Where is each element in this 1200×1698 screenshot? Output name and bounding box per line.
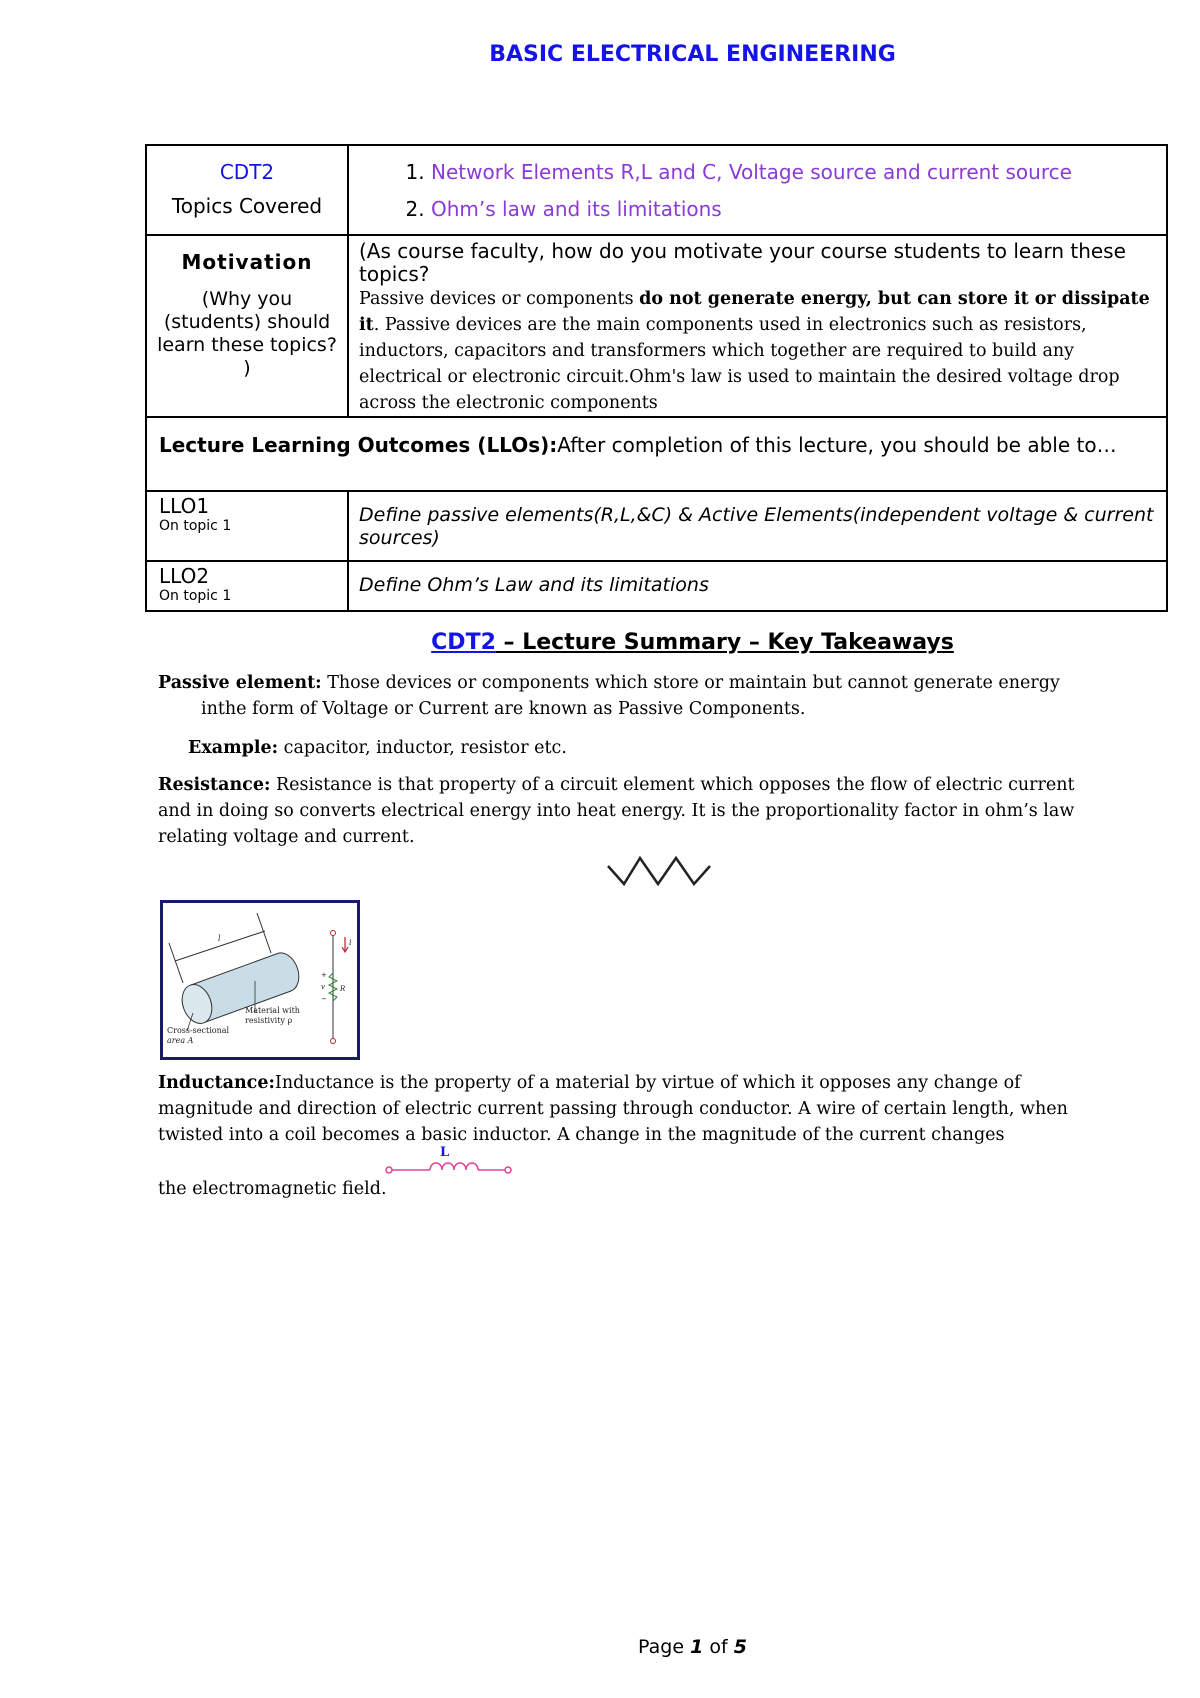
- motivation-right-cell: [348, 235, 1167, 417]
- page-footer: [0, 1636, 1200, 1658]
- llo-name-cell: [146, 491, 348, 561]
- llo-definition: Define Ohm’s Law and its limitations: [348, 561, 1167, 611]
- passive-text-cont: inthe form of Voltage or Current are known as Passive Components.: [201, 699, 806, 719]
- motivation-row: [146, 235, 1167, 417]
- topics-label: Topics Covered: [171, 194, 323, 218]
- llo-heading-row: [146, 417, 1167, 491]
- llo-row: [146, 561, 1167, 611]
- summary-code-link[interactable]: CDT2: [431, 630, 496, 655]
- motivation-label: Motivation: [181, 250, 313, 274]
- summary-title: [0, 630, 1200, 655]
- inductor-symbol-icon: [384, 1145, 514, 1185]
- topic-item: 2. Ohm’s law and its limitations: [431, 191, 1166, 228]
- llo-name: LLO2: [159, 564, 210, 588]
- inductance-text: Inductance is the property of a material by virtue of which it opposes any change of magnitude and direction of electric current passing through conductor. A wire of certain length, when twisted into a coil becomes a basic inductor. A change in the magnitude of the current changes: [158, 1073, 1068, 1145]
- cdt-table: [145, 144, 1168, 612]
- motivation-text-part: . Passive devices are the main components used in electronics such as resistors, inductors, capacitors and transformers which together are required to build any electrical or electronic circuit.Ohm's law is used to maintain the desired voltage drop across the electronic components: [359, 315, 1120, 413]
- document-title: BASIC ELECTRICAL ENGINEERING: [489, 42, 896, 67]
- topics-row: [146, 145, 1167, 235]
- resistor-cylinder-diagram: [163, 903, 357, 1057]
- llo-intro: After completion of this lecture, you should be able to…: [557, 433, 1117, 457]
- example-text: capacitor, inductor, resistor etc.: [278, 738, 567, 758]
- passive-label: Passive element:: [158, 673, 322, 693]
- passive-element-paragraph: [158, 670, 1078, 722]
- page-total: 5: [733, 1636, 747, 1658]
- passive-text: Those devices or components which store or maintain but cannot generate energy: [321, 673, 1060, 693]
- llo-name-cell: [146, 561, 348, 611]
- area-label: area A: [167, 1036, 194, 1045]
- resistivity-label: resistivity ρ: [245, 1016, 293, 1025]
- motivation-question: (As course faculty, how do you motivate your course students to learn these topics?: [359, 239, 1126, 286]
- motivation-text-part: Passive devices or components: [359, 289, 640, 309]
- motivation-sub: (Why you (students) should learn these topics? ): [157, 288, 337, 379]
- minus-label: −: [321, 995, 327, 1003]
- cdt-code: CDT2: [219, 160, 275, 184]
- llo-row: [146, 491, 1167, 561]
- r-label: R: [340, 985, 346, 993]
- resistor-symbol-icon: [606, 852, 716, 888]
- resistance-paragraph: [158, 772, 1078, 850]
- topics-left-cell: [146, 145, 348, 235]
- plus-label: +: [321, 971, 327, 979]
- resistance-text: Resistance is that property of a circuit element which opposes the flow of electric current and in doing so converts electrical energy into heat energy. It is the proportionality factor in ohm’s law relating voltage and current.: [158, 775, 1075, 847]
- llo-heading-cell: [146, 417, 1167, 491]
- llo-heading: Lecture Learning Outcomes (LLOs):: [159, 433, 558, 457]
- motivation-left-cell: [146, 235, 348, 417]
- of-word: of: [703, 1636, 734, 1658]
- example-label: Example:: [188, 738, 279, 758]
- length-label: l: [218, 934, 221, 943]
- page-word: Page: [638, 1636, 691, 1658]
- current-label: i: [349, 938, 352, 947]
- llo-sub: On topic 1: [159, 518, 232, 534]
- topics-list: [349, 154, 1166, 228]
- inductance-paragraph: [158, 1070, 1108, 1148]
- llo-definition: Define passive elements(R,L,&C) & Active Elements(independent voltage & current sources): [348, 491, 1167, 561]
- inductance-label: Inductance:: [158, 1073, 275, 1093]
- topics-right-cell: [348, 145, 1167, 235]
- motivation-text: [359, 286, 1156, 416]
- v-label: v: [321, 983, 325, 991]
- resistance-label: Resistance:: [158, 775, 271, 795]
- example-paragraph: [188, 735, 988, 761]
- llo-sub: On topic 1: [159, 588, 232, 604]
- inductance-tail: the electromagnetic field.: [158, 1179, 387, 1199]
- cross-section-label: Cross-sectional: [167, 1026, 230, 1035]
- material-label: Material with: [245, 1006, 300, 1015]
- summary-title-text: – Lecture Summary – Key Takeaways: [495, 630, 954, 655]
- llo-name: LLO1: [159, 494, 210, 518]
- page-number: 1: [690, 1636, 704, 1658]
- topic-item: 1. Network Elements R,L and C, Voltage source and current source: [431, 154, 1166, 191]
- inductor-label: L: [440, 1145, 450, 1160]
- motivation-text-bold: do not generate energy, but can store it or dissipate it: [359, 289, 1150, 335]
- resistor-figure: [160, 900, 360, 1060]
